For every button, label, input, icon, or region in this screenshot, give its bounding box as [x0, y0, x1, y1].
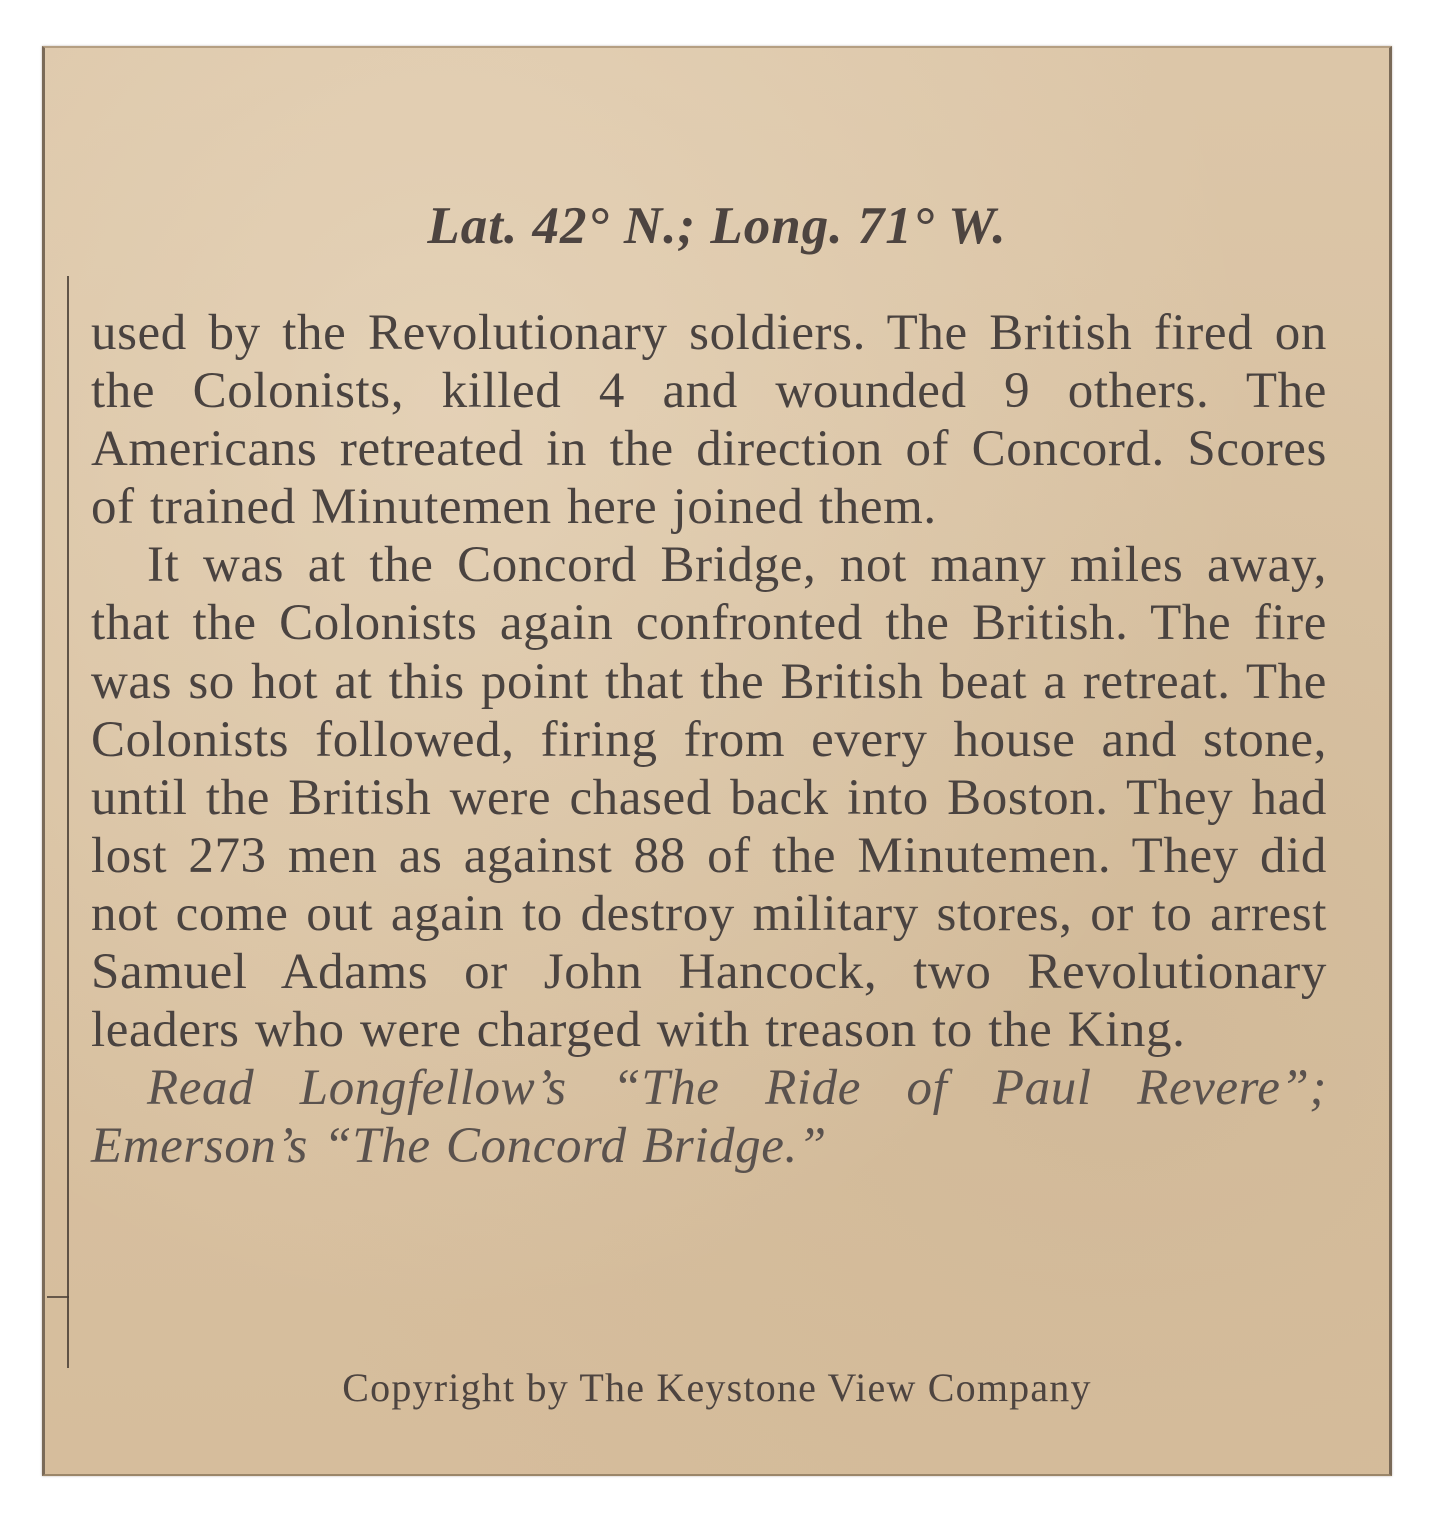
coordinates-heading: Lat. 42° N.; Long. 71° W. [427, 197, 1007, 255]
stereoview-card-back [42, 46, 1392, 1476]
reading-note: Read Longfellow’s “The Ride of Paul Revere”; Emerson’s “The Concord Bridge.” [91, 1060, 1327, 1175]
paragraph-concord-bridge: It was at the Concord Bridge, not many miles away, that the Colonists again confronted the British. The fire was so hot at this point that the British beat a retreat. The Colonists followed, firing from every house and stone, until the British were chased back into Boston. They had lost 273 men as against 88 of the Minutemen. They did not come out again to destroy military stores, or to arrest Samuel Adams or John Hancock, two Revolutionary leaders who were charged with treason to the King. [91, 537, 1327, 1059]
margin-tick [47, 1296, 69, 1298]
copyright-line: Copyright by The Keystone View Company [342, 1365, 1092, 1410]
margin-rule [67, 276, 69, 1368]
paragraph-lexington: used by the Revolutionary soldiers. The British fired on the Colonists, killed 4 and wounded 9 others. The Americans retreated in the direction of Concord. Scores of trained Minutemen here joined them. [91, 305, 1327, 536]
card-body-text [91, 304, 1327, 1175]
